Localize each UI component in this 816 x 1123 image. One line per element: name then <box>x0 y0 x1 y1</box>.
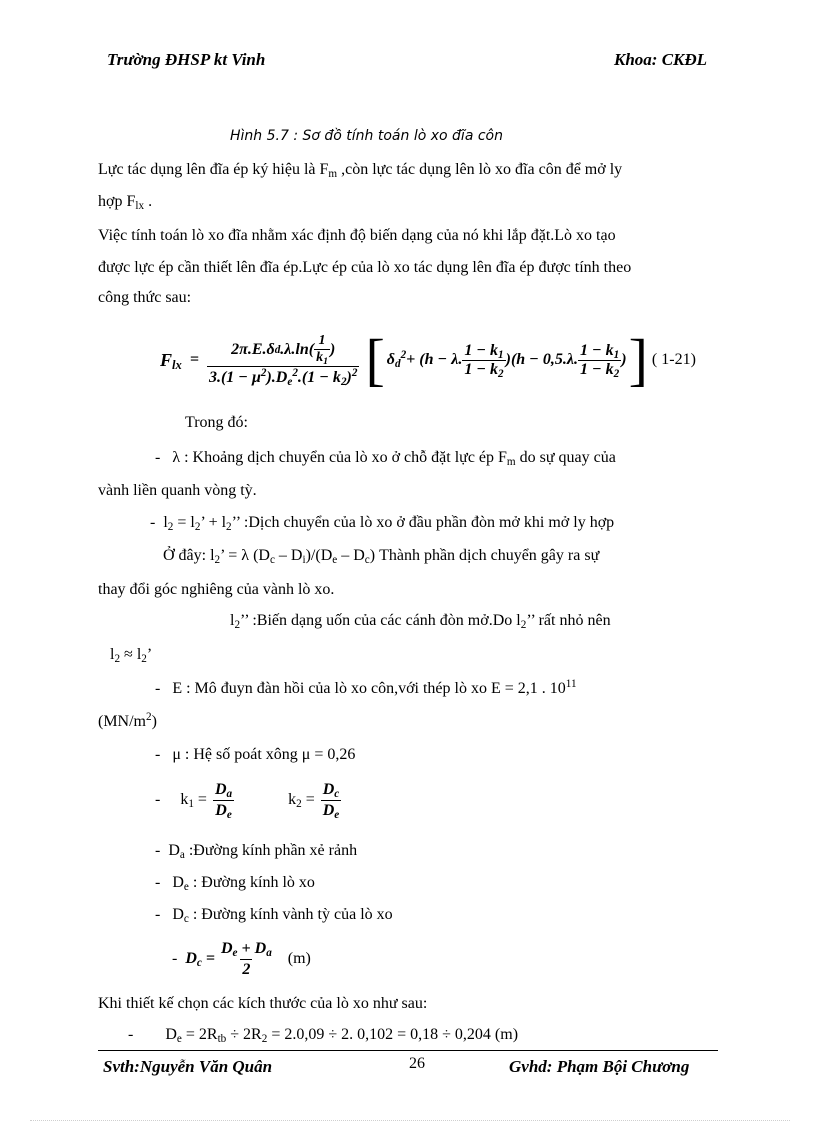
paragraph-line: Lực tác dụng lên đĩa ép ký hiệu là $F_m$ ,còn lực tác dụng lên lò xo đĩa côn để mở ly <box>98 161 623 180</box>
definition-l2pp: $l_2$’’ :Biến dạng uốn của các cánh đòn mở.Do $l_2$’’ rất nhỏ nên <box>230 612 611 631</box>
l2-approx: $l_2 \approx l_2$’ <box>110 646 153 665</box>
definition-lambda: - λ : Khoảng dịch chuyển của lò xo ở chỗ đặt lực ép $F_m$ do sự quay của <box>155 449 616 468</box>
figure-caption: Hình 5.7 : Sơ đồ tính toán lò xo đĩa côn <box>230 128 503 144</box>
equation-number: ( 1-21) <box>651 351 696 368</box>
formula-Dc: - $D_c$ = $\frac{D_e + D_a}{2}$ (m) <box>172 939 311 978</box>
paragraph-line: hợp $F_{lx}$ . <box>98 193 153 212</box>
formula-1-21: $F_{lx}$ = 2π.E.δ d .λ.ln( $\frac{1}{k_1}$ ) $3.(1 - \mu^2).D_e^2.(1 - k_2)^2$ [ $\delta_d^2$ + (h − λ. $\frac{1 - k_1}{1 - k_2}$ )(h − 0,5.λ. $\frac{1 - k_1}{1 - k_2}$ ) ] ( 1-21) <box>160 327 696 392</box>
header-school: Trường ĐHSP kt Vinh <box>107 50 266 69</box>
page-bottom-border <box>30 1120 790 1121</box>
header-faculty: Khoa: CKĐL <box>614 50 708 69</box>
footer-student: Svth:Nguyễn Văn Quân <box>103 1057 273 1076</box>
paragraph-line: thay đổi góc nghiêng của vành lò xo. <box>98 581 335 598</box>
definition-De: - $D_e$ : Đường kính lò xo <box>155 874 315 893</box>
definition-Dc: - $D_c$ : Đường kính vành tỳ của lò xo <box>155 906 393 925</box>
paragraph-line: được lực ép cần thiết lên đĩa ép.Lực ép của lò xo tác dụng lên đĩa ép được tính theo <box>98 259 632 276</box>
footer-advisor: Gvhd: Phạm Bội Chương <box>509 1057 690 1076</box>
E-unit: $(MN/m^2)$ <box>98 711 157 730</box>
page-number: 26 <box>409 1055 425 1072</box>
o-day-line: Ở đây: $l_2$’ = λ $(D_c - D_i)/(D_e - D_c)$ Thành phần dịch chuyển gây ra sự <box>163 547 600 566</box>
paragraph-line: công thức sau: <box>98 289 192 306</box>
definition-E: - E : Mô đuyn đàn hồi của lò xo côn,với thép lò xo E = 2,1 . $10^{11}$ <box>155 678 577 697</box>
definition-l2: - $l_2 = l_2$’ + $l_2$’’ :Dịch chuyển của lò xo ở đầu phần đòn mở khi mở ly hợp <box>150 514 615 533</box>
formula-main-fraction: 2π.E.δ d .λ.ln( $\frac{1}{k_1}$ ) $3.(1 - \mu^2).D_e^2.(1 - k_2)^2$ <box>208 333 358 388</box>
footer-divider <box>98 1050 718 1051</box>
definition-mu: - μ : Hệ số poát xông μ = 0,26 <box>155 746 356 763</box>
trong-do-label: Trong đó: <box>185 414 248 431</box>
De-calculation: - $D_e = 2R_{tb} \div 2R_2 = 2.0,09 \div 2$. 0,102 = 0,18 ÷ 0,204 (m) <box>128 1026 519 1045</box>
definition-Da: - $D_a$ :Đường kính phần xẻ rảnh <box>155 842 358 861</box>
paragraph-line: Khi thiết kế chọn các kích thước của lò xo như sau: <box>98 995 428 1012</box>
paragraph-line: vành liền quanh vòng tỳ. <box>98 482 257 499</box>
paragraph-line: Việc tính toán lò xo đĩa nhằm xác định độ biến dạng của nó khi lắp đặt.Lò xo tạo <box>98 227 616 244</box>
definition-k1-k2: - $k_1$ = $\frac{D_a}{D_e}$ $k_2$ = $\frac{D_c}{D_e}$ <box>155 780 340 821</box>
